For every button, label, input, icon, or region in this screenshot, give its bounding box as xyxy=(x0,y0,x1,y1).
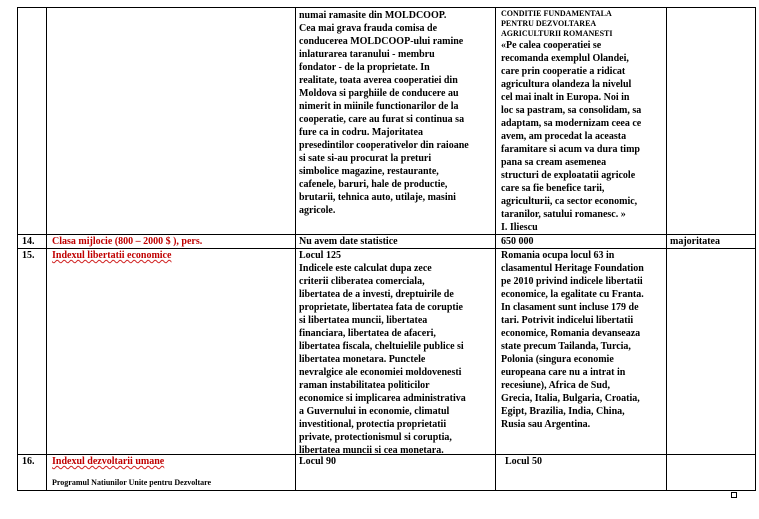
text-line: si libertatea muncii, libertatea xyxy=(299,315,428,326)
text-line: nimerit in miinile functionarilor de la xyxy=(299,101,459,112)
text-line: avem, am procedat la aceasta xyxy=(501,131,627,142)
text-line: brutarii, tehnica auto, utilaje, masini xyxy=(299,192,456,203)
text-line: nevralgice ale economiei moldovenesti xyxy=(299,367,462,378)
text-line: care sa fie benefice tarii, xyxy=(501,183,605,194)
table-cell-romania-info xyxy=(501,9,665,234)
text-line: pe 2010 privind indicele libertatii xyxy=(501,276,643,287)
text-line: agricole. xyxy=(299,205,336,216)
indicator-table xyxy=(17,7,756,491)
text-line: adaptam, sa modernizam ceea ce xyxy=(501,118,642,129)
text-line: Moldova si parghiile de conducere au xyxy=(299,88,459,99)
text-line: libertatea de a investi, dreptuirile de xyxy=(299,289,454,300)
heading-line: CONDITIE FUNDAMENTALA xyxy=(501,9,612,18)
romania-quote xyxy=(501,39,665,234)
text-line: care prin cooperatie a ridicat xyxy=(501,66,626,77)
indicator-label: Clasa mijlocie (800 – 2000 $ ), pers. xyxy=(52,236,203,247)
text-line: cooperatie, care au furat si continua sa xyxy=(299,114,465,125)
text-line: conducerea MOLDCOOP-ului ramine xyxy=(299,36,464,47)
romania-value xyxy=(501,249,665,431)
text-line: tari. Potrivit indicelui libertatii xyxy=(501,315,634,326)
text-line: economice, Romania devanseaza xyxy=(501,328,641,339)
text-line: faramitare si acum va dura timp xyxy=(501,144,640,155)
text-line: Egipt, Brazilia, India, China, xyxy=(501,406,625,417)
moldova-value xyxy=(299,249,494,457)
text-line: a Guvernului in economie, climatul xyxy=(299,406,450,417)
column-divider xyxy=(666,8,667,490)
indicator-label: Indexul libertatii economice xyxy=(52,250,172,261)
text-line: Grecia, Italia, Bulgaria, Croatia, xyxy=(501,393,640,404)
text-line: si sate si-au procurat la preturi xyxy=(299,153,432,164)
text-line: Rusia sau Argentina. xyxy=(501,419,591,430)
text-line: libertatea fiscala, cheltuielile publice si xyxy=(299,341,464,352)
text-line: state precum Tailanda, Turcia, xyxy=(501,341,631,352)
text-line: fure ca in codru. Majoritatea xyxy=(299,127,423,138)
text-line: investitional, protectia proprietatii xyxy=(299,419,447,430)
text-line: cafenele, baruri, hale de productie, xyxy=(299,179,448,190)
text-line: Indicele este calculat dupa zece xyxy=(299,263,432,274)
text-line: Polonia (singura economie xyxy=(501,354,614,365)
text-line: Cea mai grava frauda comisa de xyxy=(299,23,438,34)
text-line: libertatea monetara. Punctele xyxy=(299,354,426,365)
romania-heading xyxy=(501,9,665,39)
text-line: raman instabilitatea politicilor xyxy=(299,380,430,391)
text-line: proprietate, libertatea fata de coruptie xyxy=(299,302,463,313)
column-divider xyxy=(46,8,47,490)
romania-value: Locul 50 xyxy=(505,456,542,467)
extra-value: majoritatea xyxy=(670,236,720,247)
column-divider xyxy=(295,8,296,490)
text-line: realitate, toata averea cooperatiei din xyxy=(299,75,458,86)
text-line: financiara, libertatea de afaceri, xyxy=(299,328,436,339)
text-line: libertatea muncii si cea monetara. xyxy=(299,445,444,456)
text-line: economice si implicarea administrativa xyxy=(299,393,466,404)
text-line: «Pe calea cooperatiei se xyxy=(501,40,602,51)
moldova-value: Nu avem date statistice xyxy=(299,236,398,247)
text-line: agriculturii, ca sector economic, xyxy=(501,196,638,207)
row-number: 15. xyxy=(22,250,35,261)
text-line: inlaturarea taranului - membru xyxy=(299,49,435,60)
text-line: europeana care nu a intrat in xyxy=(501,367,626,378)
text-line: clasamentul Heritage Foundation xyxy=(501,263,644,274)
text-line: I. Iliescu xyxy=(501,222,538,233)
text-line: Locul 125 xyxy=(299,250,341,261)
heading-line: AGRICULTURII ROMANESTI xyxy=(501,29,613,38)
indicator-label: Indexul dezvoltarii umane xyxy=(52,456,165,467)
text-line: presedintilor cooperativelor din raioane xyxy=(299,140,469,151)
text-line: taranilor, satului romanesc. » xyxy=(501,209,626,220)
text-line: structuri de exploatatii agricole xyxy=(501,170,636,181)
text-line: recomanda exemplul Olandei, xyxy=(501,53,629,64)
row-number: 14. xyxy=(22,236,35,247)
text-line: fondator - de la proprietate. In xyxy=(299,62,430,73)
column-divider xyxy=(495,8,496,490)
heading-line: PENTRU DEZVOLTAREA xyxy=(501,19,597,28)
text-line: simbolice magazine, restaurante, xyxy=(299,166,439,177)
text-line: loc sa pastram, sa consolidam, sa xyxy=(501,105,642,116)
text-line: pana sa cream asemenea xyxy=(501,157,607,168)
text-line: In clasament sunt incluse 179 de xyxy=(501,302,639,313)
moldova-value: Locul 90 xyxy=(299,456,336,467)
text-line: agricultura olandeza la nivelul xyxy=(501,79,632,90)
romania-value: 650 000 xyxy=(501,236,534,247)
text-line: cel mai inalt in Europa. Noi in xyxy=(501,92,630,103)
row-number: 16. xyxy=(22,456,35,467)
text-line: criterii cliberatea comerciala, xyxy=(299,276,425,287)
text-line: recesiune), Africa de Sud, xyxy=(501,380,610,391)
text-line: Romania ocupa locul 63 in xyxy=(501,250,615,261)
text-line: numai ramasite din MOLDCOOP. xyxy=(299,10,447,21)
text-line: economice, la egalitate cu Franta. xyxy=(501,289,644,300)
table-cell-moldova-info xyxy=(299,9,494,217)
text-line: private, protectionismul si coruptia, xyxy=(299,432,452,443)
table-anchor-icon xyxy=(731,492,737,498)
indicator-note: Programul Natiunilor Unite pentru Dezvoltare xyxy=(52,478,212,487)
